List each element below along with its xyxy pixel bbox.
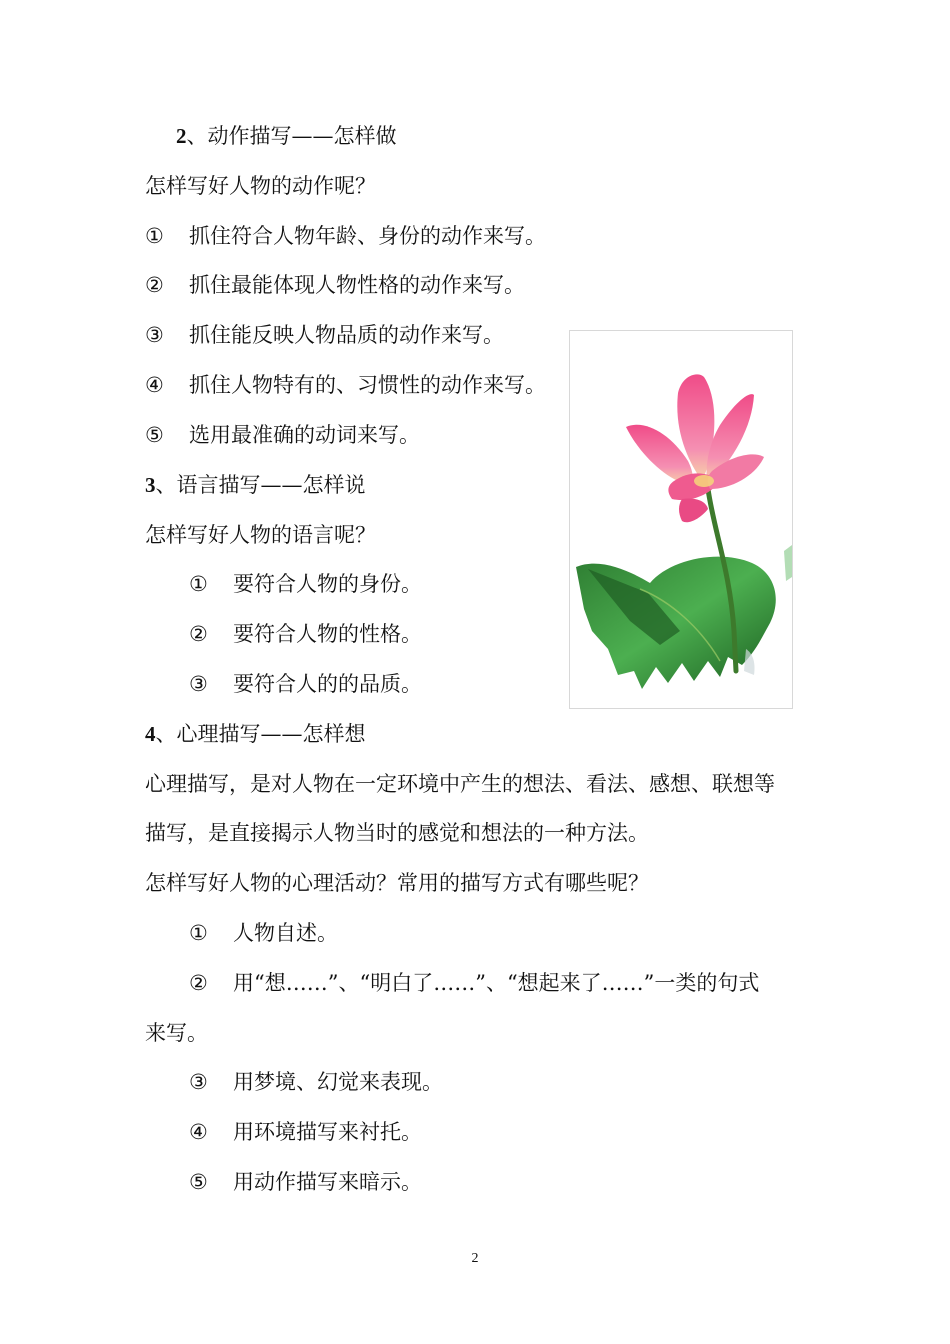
list-item-text: 抓住最能体现人物性格的动作来写。 bbox=[189, 273, 525, 297]
section4-number: 4 bbox=[145, 722, 156, 746]
list-item bbox=[189, 919, 338, 947]
list-item-text: 抓住人物特有的、习惯性的动作来写。 bbox=[189, 373, 546, 397]
list-item bbox=[145, 222, 546, 250]
list-marker: ② bbox=[189, 622, 208, 646]
background-leaf-fragment bbox=[784, 545, 792, 581]
list-item bbox=[145, 371, 546, 399]
list-item-text: 用“想……”、“明白了……”、“想起来了……”一类的句式 bbox=[233, 971, 760, 995]
flower-center bbox=[694, 475, 714, 487]
list-item-text: 用动作描写来暗示。 bbox=[233, 1170, 422, 1194]
section3-question: 怎样写好人物的语言呢？ bbox=[145, 523, 376, 547]
list-marker: ⑤ bbox=[145, 423, 164, 447]
list-item-text: 要符合人物的身份。 bbox=[233, 572, 422, 596]
section3-heading-text: 、语言描写——怎样说 bbox=[155, 473, 366, 497]
section2-question: 怎样写好人物的动作呢？ bbox=[145, 174, 376, 198]
list-item-text: 要符合人物的性格。 bbox=[233, 622, 422, 646]
list-item bbox=[189, 1168, 422, 1196]
list-marker: ⑤ bbox=[189, 1170, 208, 1194]
list-item bbox=[145, 271, 525, 299]
list-item bbox=[189, 969, 759, 997]
petal-bottom bbox=[679, 498, 708, 522]
list-item bbox=[145, 421, 420, 449]
list-item bbox=[189, 620, 422, 648]
list-marker: ② bbox=[189, 971, 208, 995]
list-marker: ④ bbox=[145, 373, 164, 397]
section2-heading-text: 、动作描写——怎样做 bbox=[186, 124, 397, 148]
section4-definition-line1: 心理描写，是对人物在一定环境中产生的想法、看法、感想、联想等 bbox=[145, 772, 775, 796]
list-item-text: 用环境描写来衬托。 bbox=[233, 1120, 422, 1144]
list-item-continuation: 来写。 bbox=[145, 1021, 208, 1045]
section3-number: 3 bbox=[145, 473, 156, 497]
list-item-text: 用梦境、幻觉来表现。 bbox=[233, 1070, 443, 1094]
list-marker: ① bbox=[189, 572, 208, 596]
section4-heading-text: 、心理描写——怎样想 bbox=[155, 722, 366, 746]
list-item-text: 要符合人的的品质。 bbox=[233, 672, 422, 696]
list-item bbox=[189, 570, 422, 598]
page-number: 2 bbox=[471, 1251, 479, 1266]
list-marker: ③ bbox=[145, 323, 164, 347]
section4-question: 怎样写好人物的心理活动？常用的描写方式有哪些呢？ bbox=[145, 871, 649, 895]
section2-heading bbox=[176, 122, 397, 150]
lotus-flower-icon bbox=[570, 331, 792, 708]
section2-number: 2 bbox=[176, 124, 187, 148]
list-item-text: 抓住符合人物年龄、身份的动作来写。 bbox=[189, 224, 546, 248]
list-item-text: 抓住能反映人物品质的动作来写。 bbox=[189, 323, 504, 347]
list-item-text: 人物自述。 bbox=[233, 921, 338, 945]
list-item-text: 选用最准确的动词来写。 bbox=[189, 423, 420, 447]
list-marker: ① bbox=[145, 224, 164, 248]
list-marker: ③ bbox=[189, 1070, 208, 1094]
list-marker: ① bbox=[189, 921, 208, 945]
section4-definition-line2: 描写，是直接揭示人物当时的感觉和想法的一种方法。 bbox=[145, 821, 649, 845]
list-item bbox=[145, 321, 504, 349]
list-item bbox=[189, 1068, 443, 1096]
section3-heading bbox=[145, 471, 366, 499]
list-item bbox=[189, 1118, 422, 1146]
list-marker: ③ bbox=[189, 672, 208, 696]
list-marker: ④ bbox=[189, 1120, 208, 1144]
lotus-figure bbox=[569, 330, 793, 709]
list-item bbox=[189, 670, 422, 698]
list-marker: ② bbox=[145, 273, 164, 297]
section4-heading bbox=[145, 720, 366, 748]
